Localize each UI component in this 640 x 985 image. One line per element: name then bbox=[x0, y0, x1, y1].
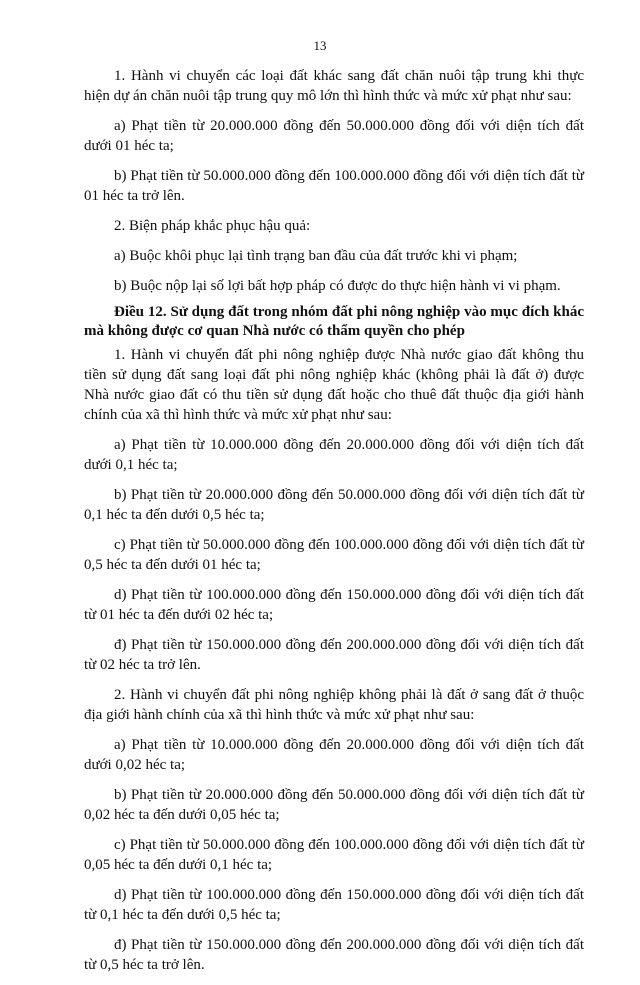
paragraph-remedy-b: b) Buộc nộp lại số lợi bất hợp pháp có được do thực hiện hành vi vi phạm. bbox=[114, 278, 561, 294]
paragraph-art12-2a: a) Phạt tiền từ 10.000.000 đồng đến 20.000.000 đồng đối với diện tích đất dưới 0,02 héc ta; bbox=[84, 737, 584, 773]
paragraph-art12-1b: b) Phạt tiền từ 20.000.000 đồng đến 50.000.000 đồng đối với diện tích đất từ 0,1 héc ta đến dưới 0,5 héc ta; bbox=[84, 487, 584, 523]
paragraph-art12-clause-2: 2. Hành vi chuyển đất phi nông nghiệp không phải là đất ở sang đất ở thuộc địa giới hành chính của xã thì hình thức và mức xử phạt như sau: bbox=[84, 687, 584, 723]
paragraph-art12-clause-1: 1. Hành vi chuyển đất phi nông nghiệp được Nhà nước giao đất không thu tiền sử dụng đất sang loại đất phi nông nghiệp khác (không phải là đất ở) được Nhà nước giao đất có thu tiền sử dụng đất hoặc cho thuê đất thuộc địa giới hành chính của xã thì hình thức và mức xử phạt như sau: bbox=[84, 347, 584, 423]
paragraph-point-a: a) Phạt tiền từ 20.000.000 đồng đến 50.000.000 đồng đối với diện tích đất dưới 01 héc ta; bbox=[84, 118, 584, 154]
paragraph-art12-1c: c) Phạt tiền từ 50.000.000 đồng đến 100.000.000 đồng đối với diện tích đất từ 0,5 héc ta đến dưới 01 héc ta; bbox=[84, 537, 584, 573]
page-number: 13 bbox=[313, 38, 327, 53]
paragraph-art12-2c: c) Phạt tiền từ 50.000.000 đồng đến 100.000.000 đồng đối với diện tích đất từ 0,05 héc ta đến dưới 0,1 héc ta; bbox=[84, 837, 584, 873]
paragraph-remedy-a: a) Buộc khôi phục lại tình trạng ban đầu của đất trước khi vi phạm; bbox=[114, 248, 518, 264]
paragraph-art12-2dd: đ) Phạt tiền từ 150.000.000 đồng đến 200.000.000 đồng đối với diện tích đất từ 0,5 héc ta trở lên. bbox=[84, 937, 584, 973]
paragraph-art12-1dd: đ) Phạt tiền từ 150.000.000 đồng đến 200.000.000 đồng đối với diện tích đất từ 02 héc ta trở lên. bbox=[84, 637, 584, 673]
paragraph-point-b: b) Phạt tiền từ 50.000.000 đồng đến 100.000.000 đồng đối với diện tích đất từ 01 héc ta trở lên. bbox=[84, 168, 584, 204]
document-body bbox=[84, 66, 584, 985]
paragraph-clause-1: 1. Hành vi chuyển các loại đất khác sang đất chăn nuôi tập trung khi thực hiện dự án chăn nuôi tập trung quy mô lớn thì hình thức và mức xử phạt như sau: bbox=[84, 68, 584, 104]
article-12-title: Điều 12. Sử dụng đất trong nhóm đất phi nông nghiệp vào mục đích khác mà không được cơ quan Nhà nước có thẩm quyền cho phép bbox=[84, 304, 584, 339]
paragraph-art12-2b: b) Phạt tiền từ 20.000.000 đồng đến 50.000.000 đồng đối với diện tích đất từ 0,02 héc ta đến dưới 0,05 héc ta; bbox=[84, 787, 584, 823]
paragraph-art12-1a: a) Phạt tiền từ 10.000.000 đồng đến 20.000.000 đồng đối với diện tích đất dưới 0,1 héc ta; bbox=[84, 437, 584, 473]
paragraph-clause-2: 2. Biện pháp khắc phục hậu quả: bbox=[114, 218, 311, 234]
paragraph-art12-2d: d) Phạt tiền từ 100.000.000 đồng đến 150.000.000 đồng đối với diện tích đất từ 0,1 héc ta đến dưới 0,5 héc ta; bbox=[84, 887, 584, 923]
paragraph-art12-1d: d) Phạt tiền từ 100.000.000 đồng đến 150.000.000 đồng đối với diện tích đất từ 01 héc ta đến dưới 02 héc ta; bbox=[84, 587, 584, 623]
